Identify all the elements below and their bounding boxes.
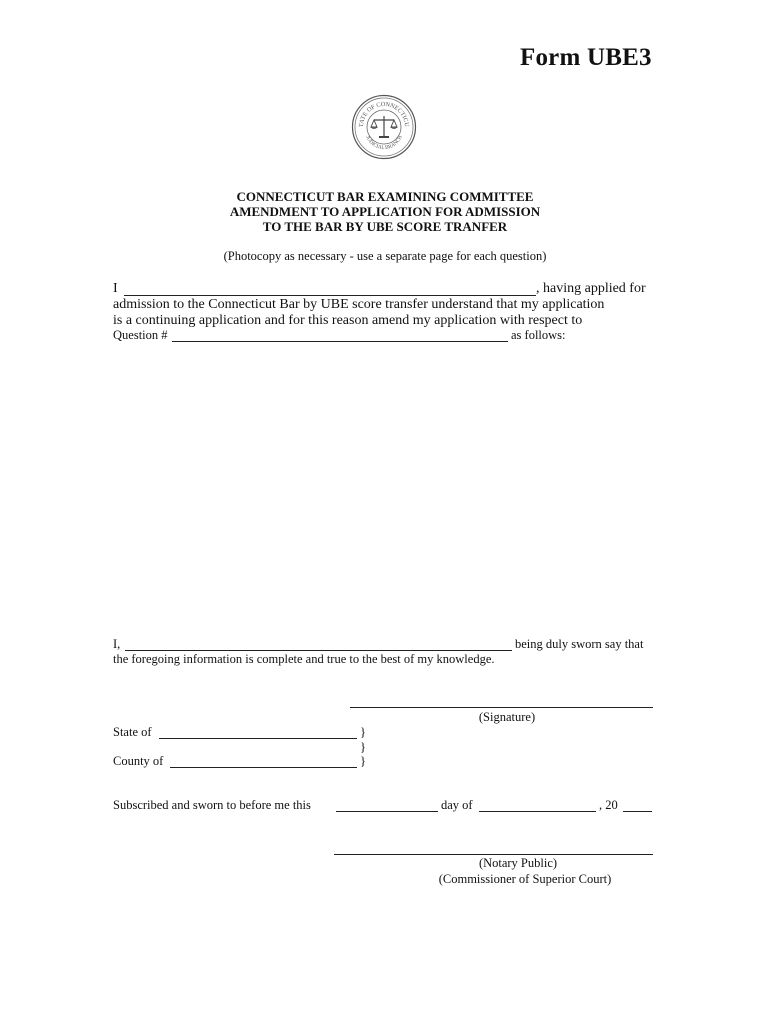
question-number-field[interactable]	[172, 341, 508, 342]
heading-line-3: TO THE BAR BY UBE SCORE TRANFER	[262, 219, 508, 234]
jurat-lead: Subscribed and sworn to before me this	[113, 798, 311, 812]
jurat-year-prefix: , 20	[599, 798, 618, 812]
brace-1: }	[360, 725, 366, 739]
signature-label: (Signature)	[478, 710, 536, 724]
state-field[interactable]	[159, 738, 357, 739]
jurat-year-field[interactable]	[623, 811, 652, 812]
oath-line-2: the foregoing information is complete and true to the best of my knowledge.	[113, 652, 495, 666]
amendment-line-2: admission to the Connecticut Bar by UBE score transfer understand that my application	[113, 297, 605, 312]
state-label: State of	[113, 725, 152, 739]
oath-after-name: being duly sworn say that	[515, 637, 644, 651]
applicant-name-field[interactable]	[124, 295, 536, 296]
svg-text:JUDICIAL BRANCH: JUDICIAL BRANCH	[364, 134, 404, 152]
signature-field[interactable]	[350, 707, 653, 708]
jurat-day-label: day of	[441, 798, 473, 812]
amendment-after-name: , having applied for	[536, 281, 646, 296]
brace-2: }	[360, 740, 366, 754]
amendment-lead: I	[113, 281, 118, 296]
question-suffix: as follows:	[511, 328, 566, 342]
heading-line-2: AMENDMENT TO APPLICATION FOR ADMISSION	[229, 204, 541, 219]
commissioner-label: (Commissioner of Superior Court)	[438, 872, 612, 886]
brace-3: }	[360, 754, 366, 768]
photocopy-instruction: (Photocopy as necessary - use a separate page for each question)	[223, 249, 547, 263]
oath-lead: I,	[113, 637, 121, 651]
county-field[interactable]	[170, 767, 357, 768]
state-seal-icon	[351, 94, 417, 160]
affiant-name-field[interactable]	[125, 650, 512, 651]
notary-signature-field[interactable]	[334, 854, 653, 855]
county-label: County of	[113, 754, 164, 768]
svg-text:STATE OF CONNECTICUT: TATE OF CONNECTICU	[357, 100, 411, 128]
question-label: Question #	[113, 328, 168, 342]
jurat-day-field[interactable]	[336, 811, 438, 812]
heading-line-1: CONNECTICUT BAR EXAMINING COMMITTEE	[236, 189, 534, 204]
notary-label: (Notary Public)	[478, 856, 558, 870]
form-id: Form UBE3	[520, 44, 652, 71]
form-heading	[150, 189, 620, 234]
amendment-line-3: is a continuing application and for this reason amend my application with respect to	[113, 313, 583, 328]
jurat-month-field[interactable]	[479, 811, 596, 812]
